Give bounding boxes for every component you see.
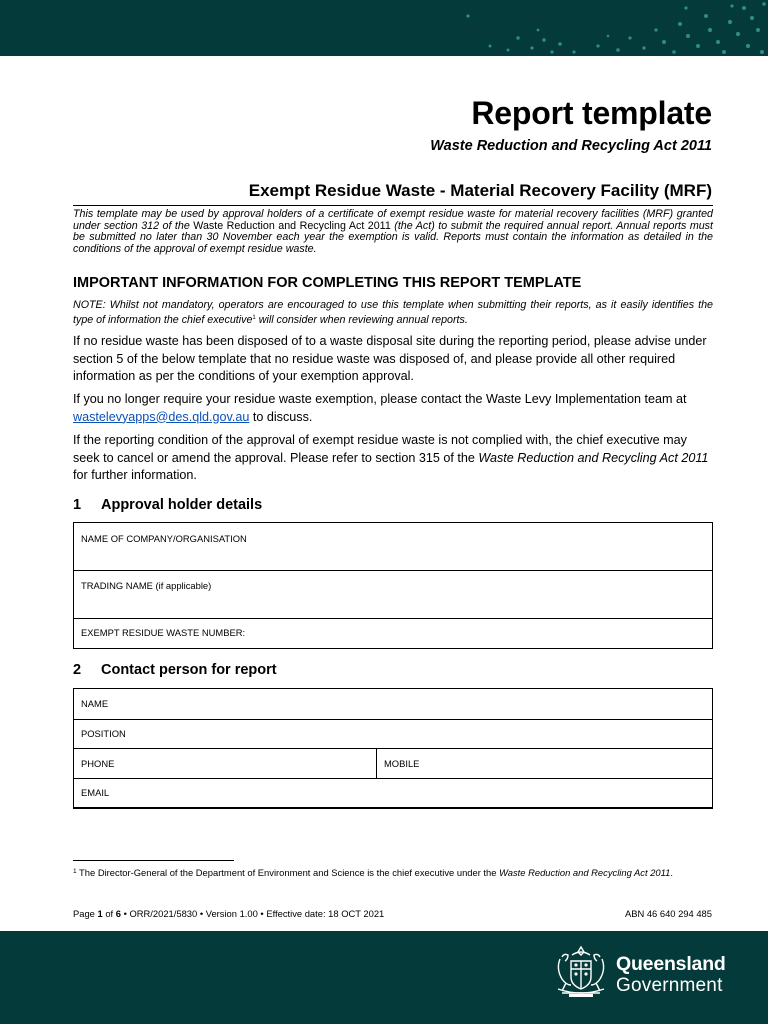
intro-text-end: (the Act) to submit the required annual report. Annual reports must be submitted no later than 30 November each year the exemption is valid. Reports must contain the information as detailed in the conditions of the approval of exempt residue waste. [73, 219, 713, 255]
footnote-marker: 1 [73, 868, 77, 875]
info-paragraph-no-disposal: If no residue waste has been disposed of to a waste disposal site during the reporting period, please advise under section 5 of the below template that no residue waste was disposed of, and please provide all other required information as per the conditions of your exemption approval. [73, 334, 707, 383]
contact-email-field[interactable] [73, 778, 713, 809]
field-label: NAME [81, 698, 109, 709]
header-band [0, 0, 768, 56]
contact-name-field[interactable] [73, 688, 713, 720]
section-title: Approval holder details [101, 497, 263, 513]
logo-line-government: Government [616, 975, 723, 996]
field-label: TRADING NAME (if applicable) [81, 580, 212, 591]
info-paragraph-compliance [73, 432, 713, 485]
document-heading: Exempt Residue Waste - Material Recovery Facility (MRF) [248, 181, 712, 200]
heading-divider [73, 205, 713, 206]
compliance-act-name: Waste Reduction and Recycling Act 2011 [478, 450, 709, 465]
contact-text-end: to discuss. [249, 409, 313, 424]
intro-paragraph [73, 209, 713, 255]
note-text: NOTE: Whilst not mandatory, operators are encouraged to use this template when submitting their reports, as it easily identifies the type of information the chief executive [73, 299, 713, 326]
email-link[interactable]: wastelevyapps@des.qld.gov.au [73, 409, 250, 424]
important-heading: IMPORTANT INFORMATION FOR COMPLETING THIS REPORT TEMPLATE [73, 275, 582, 291]
contact-position-field[interactable] [73, 719, 713, 749]
footnote-divider [73, 860, 234, 861]
contact-phone-field[interactable] [73, 748, 377, 779]
footnote-end: . [670, 867, 673, 878]
company-name-field[interactable] [73, 522, 713, 571]
field-label: EXEMPT RESIDUE WASTE NUMBER: [81, 627, 246, 638]
coat-of-arms-icon [552, 943, 610, 1001]
intro-text: This template may be used by approval holders of a certificate of exempt residue waste for material recovery facilities (MRF) granted under section 312 of the [73, 208, 713, 232]
section-number: 2 [73, 662, 82, 678]
field-label: EMAIL [81, 787, 110, 798]
logo-wordmark [616, 953, 726, 996]
exempt-residue-waste-number-field[interactable] [73, 618, 713, 649]
section-2-heading [73, 662, 277, 678]
info-paragraph-contact [73, 391, 713, 426]
contact-mobile-field[interactable] [376, 748, 713, 779]
note-paragraph [73, 299, 713, 327]
page-subtitle: Waste Reduction and Recycling Act 2011 [430, 138, 712, 154]
logo-line-queensland: Queensland [616, 953, 726, 975]
section-number: 1 [73, 497, 82, 513]
footer-doc-ref: • ORR/2021/5830 • Version 1.00 • Effective date: 18 OCT 2021 [120, 908, 385, 919]
section-1-heading [73, 497, 262, 513]
footnote-act-name: Waste Reduction and Recycling Act 2011 [499, 867, 671, 878]
footnote-reference[interactable]: 1 [252, 315, 256, 321]
footer-page-total: 6 [115, 908, 121, 919]
footer-abn: ABN 46 640 294 485 [624, 908, 712, 919]
decorative-dots-pattern [448, 0, 768, 56]
section-title: Contact person for report [101, 662, 277, 678]
trading-name-field[interactable] [73, 570, 713, 619]
footer-page-number: 1 [97, 908, 103, 919]
field-label: MOBILE [384, 758, 420, 769]
note-text-end: will consider when reviewing annual reports. [255, 314, 468, 326]
contact-text: If you no longer require your residue waste exemption, please contact the Waste Levy Implementation team at [73, 392, 687, 406]
footnote-text: The Director-General of the Department of Environment and Science is the chief executive under the [76, 867, 500, 878]
footer-of: of [102, 908, 116, 919]
queensland-government-logo [552, 943, 726, 1001]
compliance-text: If the reporting condition of the approval of exempt residue waste is not complied with, the chief executive may seek to cancel or amend the approval. Please refer to section 315 of the [73, 433, 687, 465]
footnote [73, 866, 713, 880]
field-label: POSITION [81, 728, 126, 739]
intro-act-name: Waste Reduction and Recycling Act 2011 [193, 219, 391, 232]
footer-page-label: Page [73, 908, 98, 919]
page-title: Report template [471, 95, 712, 131]
field-label: PHONE [81, 758, 115, 769]
field-label: NAME OF COMPANY/ORGANISATION [81, 533, 247, 544]
compliance-text-end: for further information. [73, 468, 197, 482]
page-footer-info [73, 908, 384, 919]
